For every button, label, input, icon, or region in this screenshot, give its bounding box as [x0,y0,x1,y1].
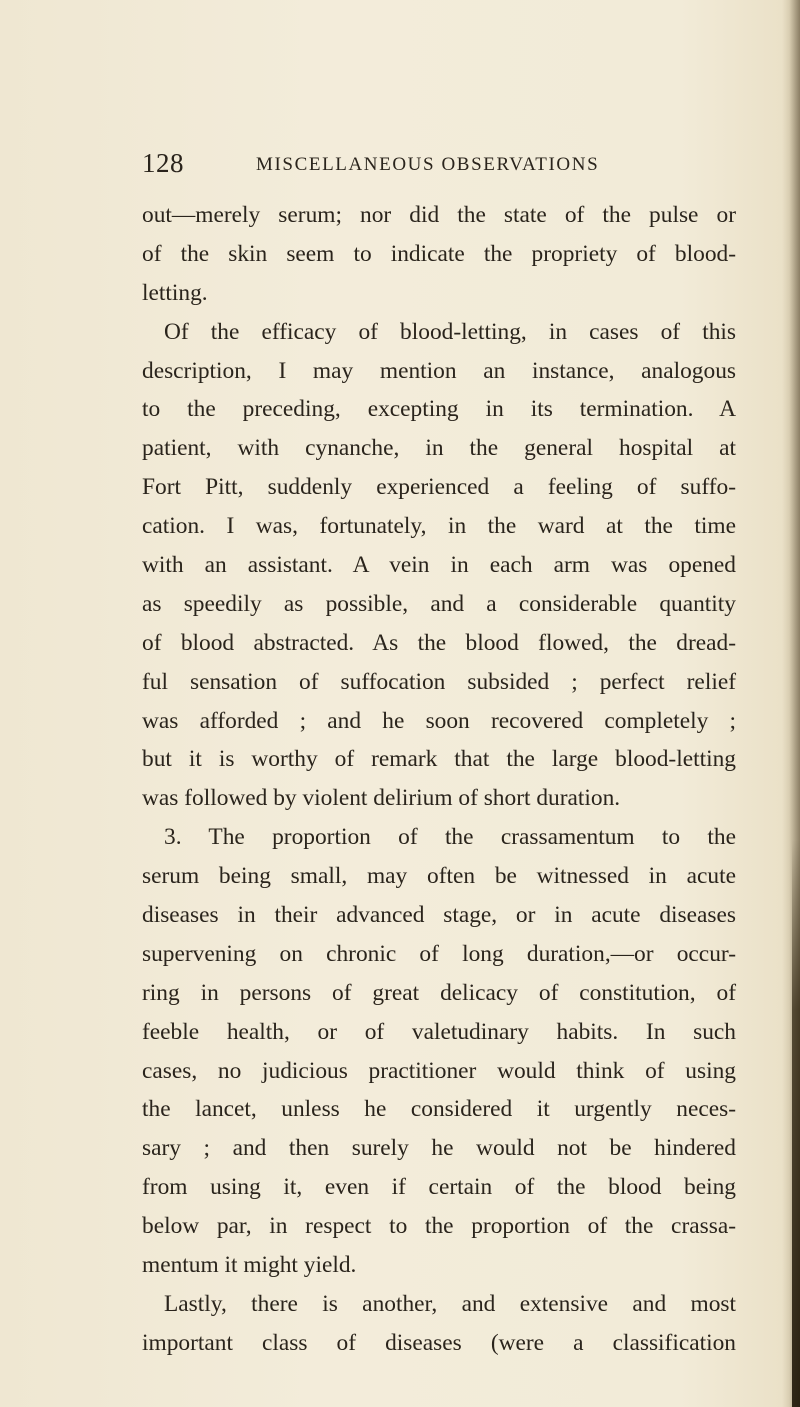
text-line: below par, in respect to the proportion of the crassa- [142,1213,736,1240]
text-line: to the preceding, excepting in its termination. A [142,396,736,423]
page-header [138,148,658,182]
text-line: the lancet, unless he considered it urgently neces- [142,1096,736,1123]
text-line: as speedily as possible, and a considerable quantity [142,590,736,617]
text-line: ful sensation of suffocation subsided ; perfect relief [142,668,736,695]
text-line: with an assistant. A vein in each arm was opened [142,552,736,579]
text-line: cation. I was, fortunately, in the ward at the time [142,513,736,540]
running-title: MISCELLANEOUS OBSERVATIONS [256,154,600,175]
page-edge-binding [792,840,800,1407]
text-line: sary ; and then surely he would not be hindered [142,1135,736,1162]
text-line: from using it, even if certain of the blood being [142,1174,736,1201]
text-line: important class of diseases (were a classification [142,1329,736,1356]
text-line: was followed by violent delirium of short duration. [142,785,621,812]
body-text [142,196,736,1363]
text-line: out—merely serum; nor did the state of the pulse or [142,202,736,228]
text-line: Lastly, there is another, and extensive and most [164,1290,736,1317]
text-line: supervening on chronic of long duration,—or occur- [142,940,736,967]
page-number: 128 [142,148,184,178]
text-line: diseases in their advanced stage, or in acute diseases [142,902,736,929]
text-line: was afforded ; and he soon recovered completely ; [142,707,736,734]
text-line: description, I may mention an instance, analogous [142,357,736,384]
text-line: letting. [142,279,208,306]
text-line: but it is worthy of remark that the large blood-letting [142,746,736,773]
text-line: ring in persons of great delicacy of constitution, of [142,979,736,1006]
text-line: cases, no judicious practitioner would think of using [142,1057,736,1084]
text-line: patient, with cynanche, in the general hospital at [142,435,736,462]
text-line: serum being small, may often be witnessed in acute [142,863,736,890]
text-line: Fort Pitt, suddenly experienced a feeling of suffo- [142,474,736,501]
text-line: Of the efficacy of blood-letting, in cases of this [164,318,736,345]
text-line: of the skin seem to indicate the propriety of blood- [142,240,736,267]
text-line: feeble health, or of valetudinary habits. In such [142,1018,736,1045]
text-line: 3. The proportion of the crassamentum to the [164,824,736,851]
text-line: of blood abstracted. As the blood flowed, the dread- [142,629,736,656]
text-line: mentum it might yield. [142,1252,357,1279]
